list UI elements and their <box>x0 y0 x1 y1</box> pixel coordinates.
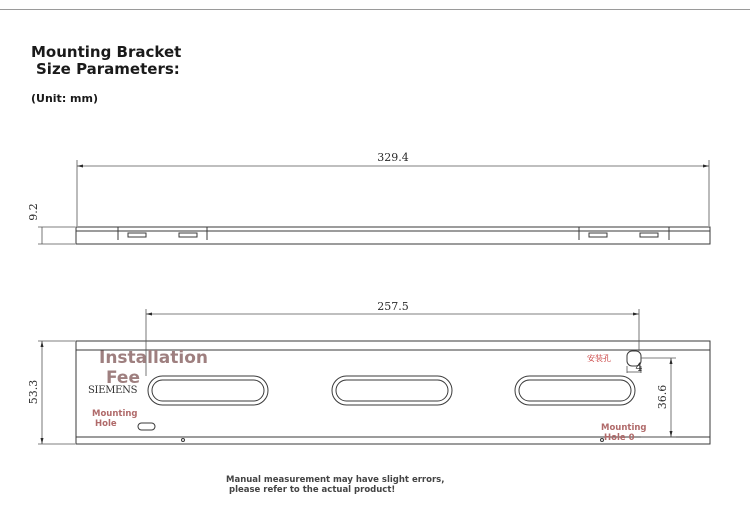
disclaimer-note <box>226 475 444 495</box>
height-dimension-label: 9.2 <box>27 203 40 221</box>
mounting-hole-right-line-1: Mounting <box>601 423 647 433</box>
mounting-hole-label-right <box>601 423 647 443</box>
width-dimension-label: 53.3 <box>27 379 40 405</box>
installation-fee-overlay <box>99 348 208 388</box>
mounting-hole-left-line-1: Mounting <box>92 409 138 419</box>
mounting-hole-label-left <box>92 409 138 429</box>
brand-marking: SIEMENS <box>88 385 138 396</box>
mounting-hole-right-line-2: Hole 0 <box>604 433 635 443</box>
hole-diameter-label: 4 <box>635 361 643 374</box>
unit-note: (Unit: mm) <box>31 92 98 105</box>
side-view-bracket <box>76 227 710 244</box>
title-line-2: Size Parameters: <box>36 60 180 78</box>
hole-offset-dimension-label: 36.6 <box>656 384 669 410</box>
hole-spacing-dimension-label: 257.5 <box>377 300 409 313</box>
cn-mounting-hole-label: 安装孔 <box>587 354 611 363</box>
length-dimension-label: 329.4 <box>377 151 409 164</box>
disclaimer-line-1: Manual measurement may have slight errors, <box>226 475 445 485</box>
overlay-line-1: Installation <box>99 348 209 368</box>
title-line-1: Mounting Bracket <box>31 43 182 61</box>
mounting-hole-left-line-2: Hole <box>95 419 117 429</box>
overlay-line-2: Fee <box>106 368 140 388</box>
disclaimer-line-2: please refer to the actual product! <box>229 485 396 495</box>
